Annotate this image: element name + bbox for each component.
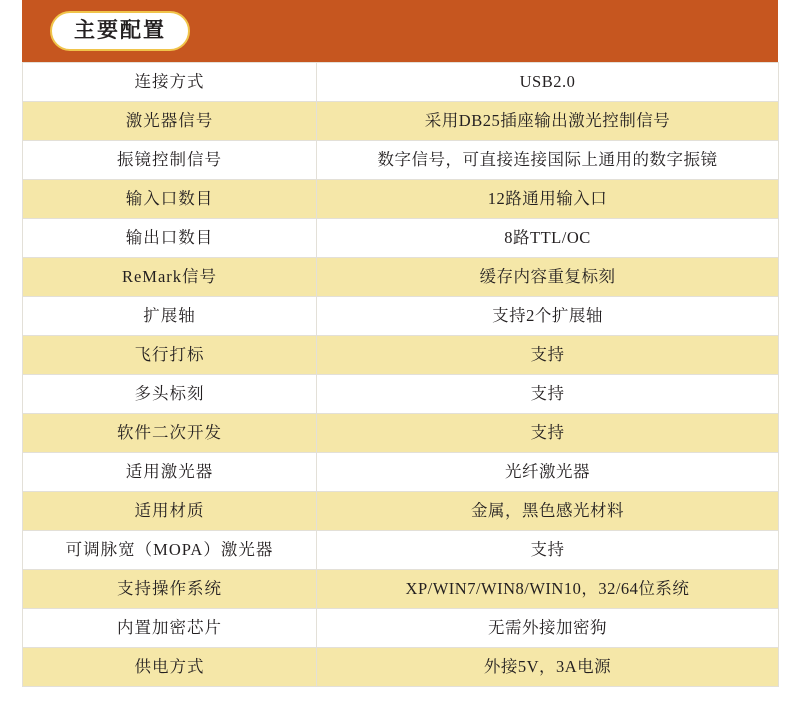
table-row bbox=[23, 102, 779, 141]
spec-value-cell: 支持 bbox=[317, 375, 779, 414]
table-row bbox=[23, 492, 779, 531]
spec-label-cell: 飞行打标 bbox=[23, 336, 317, 375]
table-row bbox=[23, 219, 779, 258]
spec-label-cell: 可调脉宽（MOPA）激光器 bbox=[23, 531, 317, 570]
spec-label-cell: ReMark信号 bbox=[23, 258, 317, 297]
table-row bbox=[23, 63, 779, 102]
spec-value-cell: 数字信号，可直接连接国际上通用的数字振镜 bbox=[317, 141, 779, 180]
spec-value-cell: 光纤激光器 bbox=[317, 453, 779, 492]
section-header-bar bbox=[22, 0, 778, 62]
table-row bbox=[23, 141, 779, 180]
specification-table bbox=[22, 62, 779, 687]
spec-value-cell: 支持 bbox=[317, 414, 779, 453]
spec-value-cell: 12路通用输入口 bbox=[317, 180, 779, 219]
table-row bbox=[23, 414, 779, 453]
spec-value-cell: XP/WIN7/WIN8/WIN10，32/64位系统 bbox=[317, 570, 779, 609]
table-row bbox=[23, 336, 779, 375]
spec-label-cell: 供电方式 bbox=[23, 648, 317, 687]
spec-label-cell: 输出口数目 bbox=[23, 219, 317, 258]
table-row bbox=[23, 375, 779, 414]
spec-label-cell: 支持操作系统 bbox=[23, 570, 317, 609]
spec-value-cell: 缓存内容重复标刻 bbox=[317, 258, 779, 297]
spec-value-cell: 金属，黑色感光材料 bbox=[317, 492, 779, 531]
spec-value-cell: USB2.0 bbox=[317, 63, 779, 102]
spec-value-cell: 采用DB25插座输出激光控制信号 bbox=[317, 102, 779, 141]
spec-value-cell: 支持 bbox=[317, 336, 779, 375]
table-row bbox=[23, 570, 779, 609]
spec-label-cell: 输入口数目 bbox=[23, 180, 317, 219]
spec-value-cell: 无需外接加密狗 bbox=[317, 609, 779, 648]
table-row bbox=[23, 609, 779, 648]
spec-value-cell: 支持 bbox=[317, 531, 779, 570]
spec-value-cell: 外接5V，3A电源 bbox=[317, 648, 779, 687]
spec-label-cell: 激光器信号 bbox=[23, 102, 317, 141]
spec-value-cell: 8路TTL/OC bbox=[317, 219, 779, 258]
table-row bbox=[23, 453, 779, 492]
spec-label-cell: 连接方式 bbox=[23, 63, 317, 102]
spec-value-cell: 支持2个扩展轴 bbox=[317, 297, 779, 336]
table-row bbox=[23, 180, 779, 219]
table-row bbox=[23, 531, 779, 570]
section-title: 主要配置 bbox=[50, 11, 190, 51]
table-row bbox=[23, 258, 779, 297]
spec-label-cell: 适用激光器 bbox=[23, 453, 317, 492]
spec-label-cell: 扩展轴 bbox=[23, 297, 317, 336]
spec-label-cell: 适用材质 bbox=[23, 492, 317, 531]
spec-label-cell: 多头标刻 bbox=[23, 375, 317, 414]
specification-table-body bbox=[23, 63, 779, 687]
spec-label-cell: 内置加密芯片 bbox=[23, 609, 317, 648]
spec-label-cell: 软件二次开发 bbox=[23, 414, 317, 453]
spec-label-cell: 振镜控制信号 bbox=[23, 141, 317, 180]
table-row bbox=[23, 648, 779, 687]
table-row bbox=[23, 297, 779, 336]
